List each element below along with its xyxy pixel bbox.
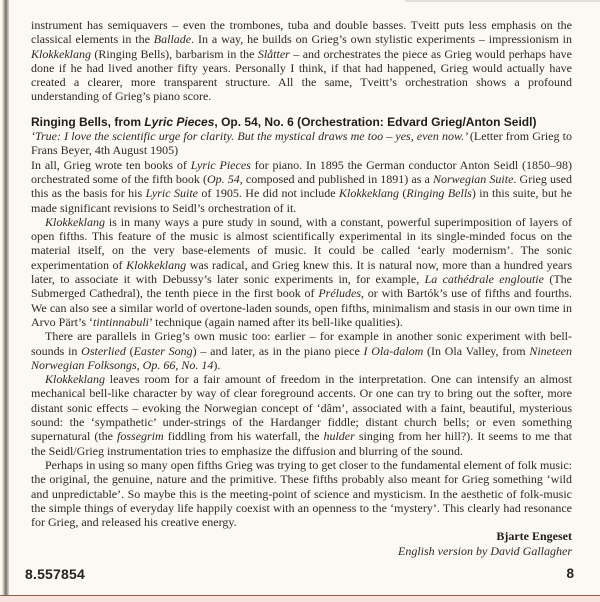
page-bottom-edge-strip [0, 596, 600, 602]
epigraph-quote: ‘True: I love the scientific urge for clarity. But the mystical draws me too – yes, even now.’ (Letter from Grieg to Frans Beyer, 4th August 1905) [31, 129, 572, 158]
section-heading: Ringing Bells, from Lyric Pieces, Op. 54, No. 6 (Orchestration: Edvard Grieg/Anton Seidl) [31, 114, 537, 129]
catalog-number: 8.557854 [25, 566, 85, 582]
author-credit: Bjarte Engeset [496, 529, 572, 544]
page-footer [25, 566, 574, 582]
page-spine-fold [2, 0, 9, 595]
body-paragraph: Klokkeklang leaves room for a fair amount of freedom in the interpretation. One can intensify an almost mechanical bell-like character by way of clear foreground accents. Or one can try to bring out the softer, more distant sonic effects – evoking the Norwegian concept of ‘dâm’, associated with a faint, beautiful, mysterious sound: the ‘sympathetic’ under-strings of the Hardanger fiddle; distant church bells; or even something supernatural (the fossegrim fiddling from his waterfall, the hulder singing from her hill?). It seems to me that the Seidl/Grieg instrumentation tries to emphasize the diffusion and blurring of the sound. [31, 372, 572, 458]
page-number: 8 [566, 566, 574, 581]
body-paragraph-continuation: instrument has semiquavers – even the trombones, tuba and double basses. Tveitt puts less emphasis on the classical elements in the Ballade. In a way, he builds on Grieg’s own stylistic experiments – impressionism in Klokkeklang (Ringing Bells), barbarism in the Slåtter – and orchestrates the piece as Grieg would perhaps have done if he had lived another fifty years. Personally I think, if that had happened, Grieg would actually have created a clearer, more transparent structure. All the same, Tveitt’s orchestration shows a profound understanding of Grieg’s piano score. [31, 18, 572, 104]
body-paragraph: In all, Grieg wrote ten books of Lyric Pieces for piano. In 1895 the German conductor Anton Seidl (1850–98) orchestrated some of the fifth book (Op. 54, composed and published in 1891) as a Norwegian Suite. Grieg used this as the basis for his Lyric Suite of 1905. He did not include Klokkeklang (Ringing Bells) in this suite, but he made significant revisions to Seidl’s orchestration of it. [31, 157, 573, 215]
body-paragraph: Perhaps in using so many open fifths Grieg was trying to get closer to the fundamental element of folk music: the original, the genuine, nature and the primitive. These fifths probably also meant for Grieg something ‘wild and unpredictable’. So maybe this is the meeting-point of science and mysticism. In the aesthetic of folk-music the simple things of everyday life happily coexist with an openness to the ‘mystery’. This clearly had resonance for Grieg, and released his creative energy. [31, 457, 572, 530]
page-body [31, 18, 572, 558]
body-paragraph: Klokkeklang is in many ways a pure study in sound, with a constant, powerful superimposition of layers of open fifths. This feature of the music is almost scientifically experimental in its single-minded focus on the material itself, on the very base-elements of music. It could be called ‘early modernism’. The sonic experimentation of Klokkeklang was radical, and Grieg knew this. It is natural now, more than a hundred years later, to associate it with Debussy’s later sonic experiments in, for example, La cathédrale engloutie (The Submerged Cathedral), the tenth piece in the first book of Préludes, or with Bartók’s use of fifths and fourths. We can also see a similar world of overtone-laden sounds, open fifths, minimalism and stasis in our own time in Arvo Pärt’s ‘tintinnabuli’ technique (again named after its bell-like qualities). [31, 214, 573, 329]
scan-edge-shadow [405, 0, 600, 2]
body-paragraph: There are parallels in Grieg’s own music too: earlier – for example in another sonic experiment with bell-sounds in Osterlied (Easter Song) – and later, as in the piano piece I Ola-dalom (In Ola Valley, from Nineteen Norwegian Folksongs, Op. 66, No. 14). [31, 329, 572, 372]
translator-credit: English version by David Gallagher [398, 543, 572, 558]
